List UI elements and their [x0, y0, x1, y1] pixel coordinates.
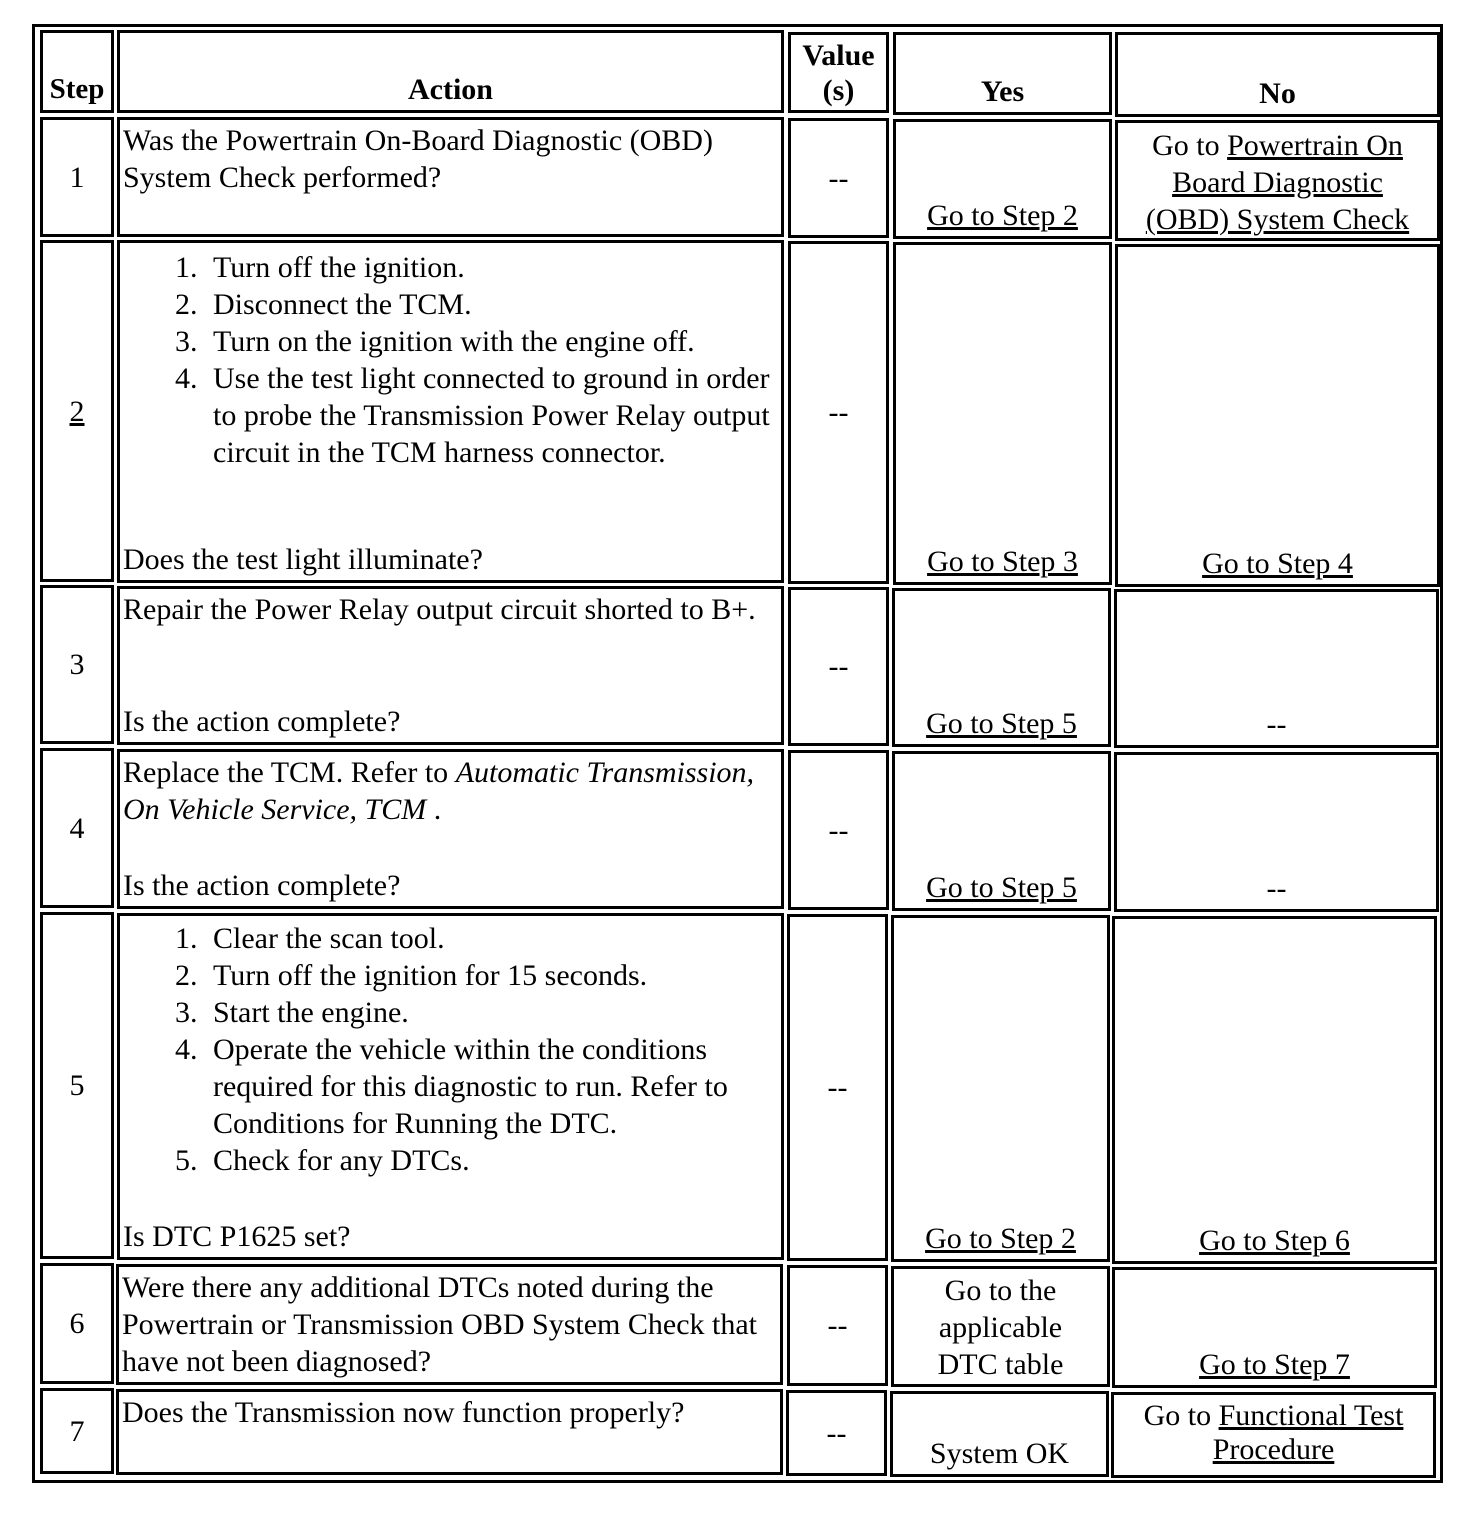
action-question: Is the action complete? — [123, 705, 401, 738]
step-7-action — [116, 1389, 783, 1475]
step-4-value — [788, 750, 889, 910]
header-step — [40, 30, 114, 113]
yes-link[interactable]: Go to Step 5 — [926, 707, 1077, 740]
header-no — [1115, 32, 1440, 117]
header-no-label: No — [1259, 77, 1296, 110]
value-text: -- — [828, 161, 849, 195]
step-2-yes — [893, 242, 1112, 585]
step-7-value — [786, 1390, 887, 1476]
header-step-label: Step — [49, 73, 105, 105]
step-2-instructions — [123, 249, 778, 471]
instruction-item: 2. Disconnect the TCM. — [205, 286, 778, 323]
no-link[interactable]: Go to Step 6 — [1199, 1224, 1350, 1257]
yes-text: Go to the applicable DTC table — [937, 1274, 1064, 1381]
header-yes-label: Yes — [980, 75, 1025, 108]
step-3-action — [117, 586, 784, 745]
step-5-no — [1112, 916, 1437, 1264]
action-text: Was the Powertrain On-Board Diagnostic (OBD) System Check performed? — [123, 124, 713, 194]
step-number: 4 — [69, 811, 85, 845]
instruction-item: 3. Turn on the ignition with the engine off. — [205, 323, 778, 360]
step-2-action — [117, 240, 784, 583]
header-value-label-line1: Value — [802, 39, 875, 72]
step-number: 3 — [69, 648, 85, 681]
step-2-number — [40, 240, 114, 582]
step-4-action — [117, 749, 784, 909]
step-6-yes — [891, 1266, 1110, 1387]
no-text: -- — [1266, 708, 1287, 741]
no-link[interactable]: Go to Step 7 — [1199, 1348, 1350, 1381]
step-1-number — [40, 117, 114, 237]
no-text: -- — [1266, 872, 1287, 905]
action-text: Does the Transmission now function properly? — [122, 1396, 685, 1429]
value-text: -- — [826, 1416, 847, 1450]
yes-link[interactable]: Go to Step 2 — [925, 1222, 1076, 1255]
yes-link[interactable]: Go to Step 2 — [927, 199, 1078, 232]
step-5-value — [787, 914, 888, 1261]
step-3-number — [40, 585, 114, 744]
action-text: Repair the Power Relay output circuit shorted to B+. — [123, 593, 756, 626]
header-action-label: Action — [408, 73, 493, 106]
yes-link[interactable]: Go to Step 3 — [927, 545, 1078, 578]
value-text: -- — [828, 813, 849, 847]
step-6-action — [116, 1264, 783, 1385]
step-number: 1 — [69, 160, 85, 194]
step-1-action — [117, 117, 784, 237]
action-question: Does the test light illuminate? — [123, 543, 483, 576]
step-2-value — [788, 241, 889, 584]
value-text: -- — [827, 1309, 848, 1342]
step-6-value — [787, 1265, 888, 1386]
step-1-no — [1115, 120, 1440, 241]
step-number: 6 — [69, 1307, 85, 1340]
no-link[interactable]: Go to Step 4 — [1202, 547, 1353, 580]
action-suffix: . — [426, 793, 442, 826]
action-question: Is the action complete? — [123, 869, 401, 902]
header-yes — [893, 32, 1112, 115]
powertrain-obd-check-link[interactable]: Powertrain On Board Diagnostic (OBD) System Check — [1145, 129, 1410, 236]
step-7-no — [1111, 1392, 1436, 1478]
action-text — [123, 754, 778, 828]
step-4-yes — [892, 751, 1111, 911]
action-prefix: Replace the TCM. Refer to — [123, 756, 456, 789]
instruction-item: 1. Clear the scan tool. — [205, 920, 778, 957]
value-text: -- — [828, 650, 849, 683]
instruction-item: 4. Operate the vehicle within the conditions required for this diagnostic to run. Refer to Conditions for Running the DTC. — [205, 1031, 778, 1142]
step-2-no — [1115, 244, 1440, 587]
step-3-yes — [892, 588, 1111, 747]
step-number: 7 — [69, 1414, 85, 1448]
instruction-item: 1. Turn off the ignition. — [205, 249, 778, 286]
step-5-number — [40, 912, 114, 1259]
header-value-label-line2: (s) — [822, 74, 855, 107]
step-number: 5 — [69, 1069, 85, 1102]
step-3-value — [788, 587, 889, 746]
value-text: -- — [828, 396, 849, 429]
instruction-item: 4. Use the test light connected to ground in order to probe the Transmission Power Relay output circuit in the TCM harness connector. — [205, 360, 778, 471]
header-action — [117, 30, 784, 113]
step-5-yes — [891, 915, 1110, 1262]
instruction-item: 3. Start the engine. — [205, 994, 778, 1031]
step-4-no — [1114, 752, 1439, 912]
header-value — [788, 32, 889, 113]
no-prefix: Go to — [1143, 1399, 1219, 1432]
yes-link[interactable]: Go to Step 5 — [926, 871, 1077, 904]
step-1-yes — [893, 119, 1112, 239]
step-1-value — [788, 118, 889, 238]
step-3-no — [1114, 589, 1439, 748]
step-5-instructions — [123, 920, 778, 1179]
instruction-item: 5. Check for any DTCs. — [205, 1142, 778, 1179]
step-6-number — [40, 1263, 114, 1384]
step-number-link[interactable]: 2 — [69, 394, 85, 428]
step-7-yes — [890, 1391, 1109, 1477]
instruction-item: 2. Turn off the ignition for 15 seconds. — [205, 957, 778, 994]
step-5-action — [117, 913, 784, 1260]
action-text: Were there any additional DTCs noted during the Powertrain or Transmission OBD System Check that have not been diagnosed? — [122, 1271, 757, 1378]
value-text: -- — [827, 1071, 848, 1104]
step-4-number — [40, 748, 114, 908]
action-question: Is DTC P1625 set? — [123, 1220, 351, 1253]
step-7-number — [40, 1388, 114, 1474]
step-6-no — [1112, 1267, 1437, 1388]
yes-text: System OK — [929, 1437, 1070, 1470]
functional-test-link[interactable]: Functional Test Procedure — [1212, 1399, 1404, 1466]
no-prefix: Go to — [1152, 129, 1228, 162]
service-reference: Automatic Transmission, On Vehicle Service, TCM — [123, 756, 755, 826]
